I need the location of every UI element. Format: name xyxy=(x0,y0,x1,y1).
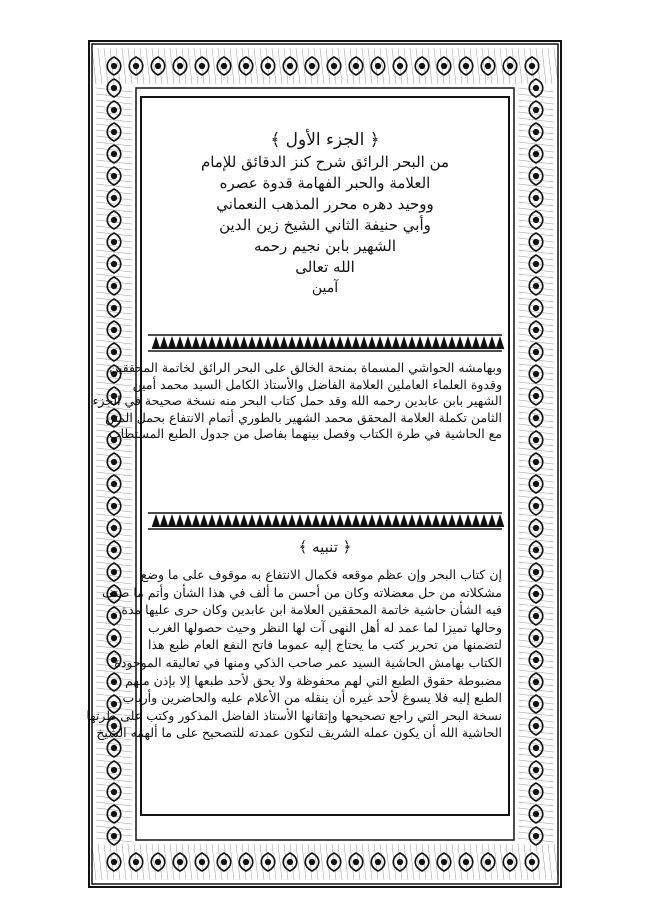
text-line: الحاشية الله أن يكون عمله الشريف لتكون عمدته للتصحيح على ما ألهمه الشيخ xyxy=(96,725,502,741)
text-line: الطبع إليه فلا يسوغ لأحد غيره أن ينقله من الأعلام عليه والحاضرين وأرباب xyxy=(122,690,502,706)
title-line: من البحر الرائق شرح كنز الدقائق للإمام xyxy=(200,153,450,171)
text-line: نسخة البحر التي راجع تصحيحها وإتقانها الأستاذ الفاضل المذكور وكتب على طرتها xyxy=(86,707,502,723)
title-line: آمين xyxy=(311,280,339,296)
text-line: الثامن تكملة العلامة المحقق محمد الشهير بالطوري أتمام الانتفاع بحمل المتن xyxy=(105,409,502,425)
title-block xyxy=(148,128,502,299)
text-line: وبهامشه الحواشي المسماة بمنحة الخالق على البحر الرائق لخاتمة المحققين xyxy=(109,360,502,375)
notice-paragraph xyxy=(86,566,502,742)
ornamental-divider xyxy=(148,510,502,532)
title-line: العلامة والحبر الفهامة قدوة عصره xyxy=(219,174,431,192)
title-line: الله تعالى xyxy=(295,258,355,276)
text-line: مع الحاشية في طرة الكتاب وفصل بينهما بفاصل من جدول الطبع المستطاب xyxy=(108,426,502,441)
text-line: مشكلاته من حل معضلاته وكان من أحسن ما ألف في هذا الشأن وأتم ما صنف xyxy=(102,584,502,600)
title-line: وأبي حنيفة الثاني الشيخ زين الدين xyxy=(219,216,431,234)
volume-heading: ﴿ الجزء الأول ﴾ xyxy=(270,130,380,150)
text-line: فيه الشأن حاشية خاتمة المحققين العلامة ابن عابدين وكان حرى عليها مدة xyxy=(121,602,502,618)
title-line: ووحيد دهره محرر المذهب النعماني xyxy=(216,195,434,213)
text-line: الشهير بابن عابدين رحمه الله وقد حمل كتاب البحر منه نسخة صحيحة في الجزء xyxy=(92,393,502,408)
notice-heading: ﴿ تنبيه ﴾ xyxy=(298,538,352,556)
text-line: لتضمنها من تحرير كتب ما يحتاج إليه عموما فاتح النفع العام طبع هذا xyxy=(148,637,502,653)
text-line: إن كتاب البحر وإن عظم موقعه فكمال الانتفاع به موقوف على ما وضع xyxy=(140,567,502,582)
ornamental-divider xyxy=(148,332,502,354)
text-line: الكتاب بهامش الحاشية السيد عمر صاحب الذكي ومنها في تعاليقه الموجودة xyxy=(114,654,502,670)
margin-note-paragraph xyxy=(92,360,502,443)
text-line: مضبوطة حقوق الطبع التي لهم محفوظة ولا يحق لأحد طبعها إلا بإذن منهم xyxy=(125,672,502,688)
text-panel xyxy=(86,104,502,808)
title-line: الشهير بابن نجيم رحمه xyxy=(253,237,397,255)
text-line: وقدوة العلماء العاملين العلامة الفاضل والأستاذ الكامل السيد محمد أمين xyxy=(132,376,502,392)
text-line: وحالها تميزا لما عمد له أهل النهى آت لها النظر وحيث حصولها الغرب xyxy=(148,619,502,635)
